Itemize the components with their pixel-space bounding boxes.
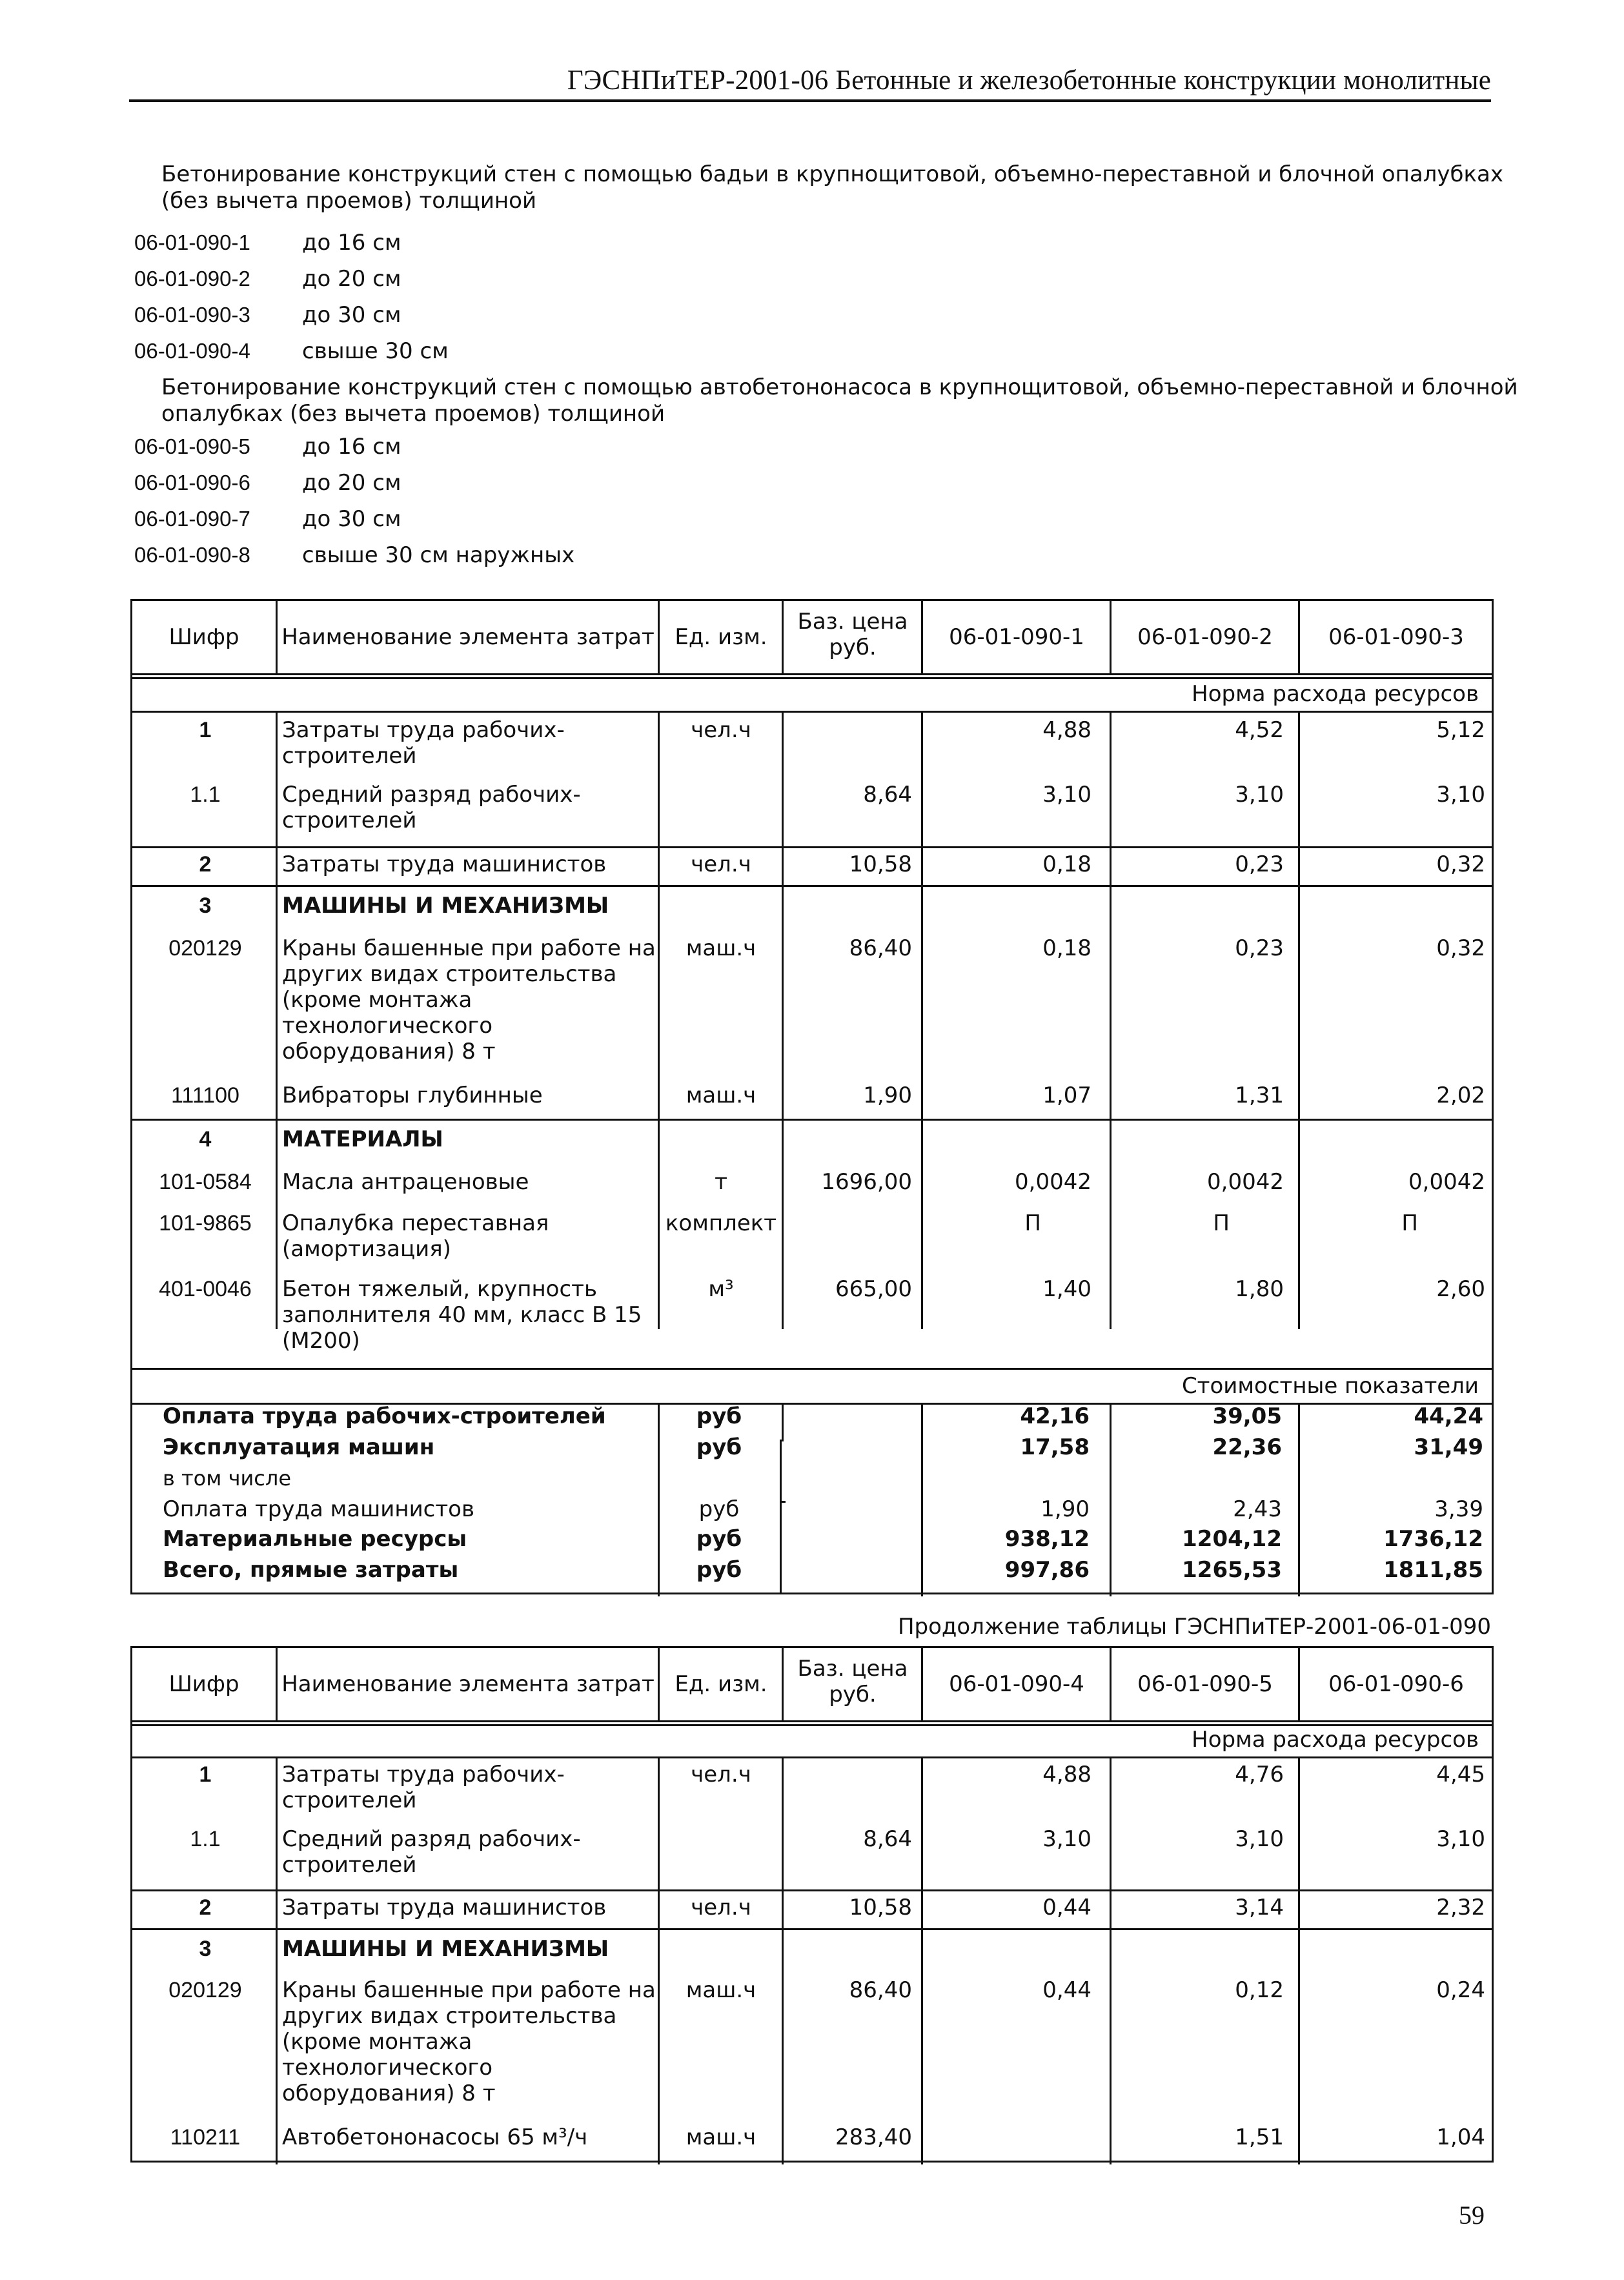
item-desc: до 30 см [302, 302, 401, 328]
item-code: 06-01-090-7 [134, 507, 250, 531]
row-norm-2: П [1213, 1210, 1230, 1236]
row-name-line: (кроме монтажа [282, 2029, 472, 2055]
row-norm-3: 0,32 [1436, 935, 1485, 961]
row-code: 101-0584 [159, 1170, 252, 1194]
row-name-line: Средний разряд рабочих- [282, 1826, 581, 1852]
row-code: 1.1 [190, 1827, 221, 1851]
cost-unit: руб [696, 1557, 742, 1583]
row-norm-1: 4,88 [1042, 1762, 1091, 1787]
row-code: 2 [199, 852, 212, 877]
col-header-norm-2: 06-01-090-2 [1137, 624, 1273, 650]
row-norm-2: 0,23 [1235, 935, 1284, 961]
row-code: 1.1 [190, 782, 221, 807]
row-name [282, 1762, 656, 1813]
row-norm-1: 3,10 [1042, 782, 1091, 808]
item-desc: до 16 см [302, 434, 401, 460]
row-code: 110211 [170, 2125, 241, 2150]
row-price: 10,58 [849, 1895, 912, 1920]
row-name-line: строителей [282, 1787, 417, 1813]
row-section-heading: МАТЕРИАЛЫ [282, 1126, 443, 1152]
row-norm-2: 1,51 [1235, 2124, 1284, 2150]
row-name-line: оборудования) 8 т [282, 2081, 496, 2106]
item-desc: до 30 см [302, 506, 401, 532]
col-header-price [784, 609, 921, 660]
section1-text-line: (без вычета проемов) толщиной [161, 188, 537, 214]
item-desc: свыше 30 см наружных [302, 542, 575, 568]
row-name [282, 1977, 656, 2106]
col-header-price-line: Баз. цена [797, 609, 908, 635]
row-unit: маш.ч [685, 1083, 756, 1108]
col-header-norm-3: 06-01-090-3 [1328, 624, 1464, 650]
cost-value-2: 1265,53 [1182, 1557, 1282, 1583]
row-section-heading: МАШИНЫ И МЕХАНИЗМЫ [282, 1936, 609, 1962]
cost-name: в том числе [163, 1466, 291, 1491]
col-header-norm-3: 06-01-090-6 [1328, 1671, 1464, 1697]
row-name [282, 1826, 656, 1878]
section1-text-line: Бетонирование конструкций стен с помощью бадьи в крупнощитовой, объемно-переставной и блочной опалубках [161, 161, 1503, 187]
section1-text [161, 161, 1503, 214]
item-row [134, 302, 401, 328]
item-row [134, 338, 449, 364]
row-name-line: Средний разряд рабочих- [282, 782, 581, 808]
col-header-price [784, 1656, 921, 1707]
row-norm-1: 0,44 [1042, 1895, 1091, 1920]
section2-text-line: опалубках (без вычета проемов) толщиной [161, 401, 665, 427]
row-norm-1: 3,10 [1042, 1826, 1091, 1852]
row-name-line: технологического [282, 1013, 493, 1039]
row-code: 2 [199, 1895, 212, 1920]
row-unit: маш.ч [685, 935, 756, 961]
row-price: 1696,00 [821, 1169, 912, 1195]
row-unit: чел.ч [691, 851, 751, 877]
cost-value-3: 1736,12 [1383, 1526, 1483, 1552]
row-name-line: (кроме монтажа [282, 987, 472, 1013]
row-norm-3: П [1401, 1210, 1418, 1236]
cost-unit: руб [698, 1496, 740, 1522]
row-name-line: Затраты труда рабочих- [282, 717, 565, 743]
col-header-code: Шифр [168, 1671, 239, 1697]
col-header-price-line: руб. [829, 1682, 877, 1707]
row-price: 10,58 [849, 851, 912, 877]
item-code: 06-01-090-6 [134, 471, 250, 494]
col-header-name: Наименование элемента затрат [281, 1671, 655, 1697]
row-norm-3: 2,02 [1436, 1083, 1485, 1108]
row-price: 283,40 [835, 2124, 912, 2150]
row-norm-2: 0,23 [1235, 851, 1284, 877]
item-row [134, 266, 401, 292]
row-price: 8,64 [863, 1826, 912, 1852]
row-code: 401-0046 [159, 1277, 252, 1301]
item-code: 06-01-090-5 [134, 434, 250, 458]
row-norm-2: 0,0042 [1207, 1169, 1284, 1195]
item-desc: до 20 см [302, 266, 401, 292]
cost-name: Материальные ресурсы [163, 1526, 467, 1552]
resource-table-2 [130, 1646, 1494, 2163]
row-norm-2: 0,12 [1235, 1977, 1284, 2003]
row-name-line: (М200) [282, 1328, 360, 1354]
row-name [282, 782, 656, 833]
item-code: 06-01-090-8 [134, 543, 250, 567]
cost-value-1: 938,12 [1004, 1526, 1090, 1552]
cost-section-1 [130, 1403, 1494, 1597]
row-name-line: Краны башенные при работе на [282, 935, 656, 961]
row-name [282, 1210, 656, 1262]
item-desc: свыше 30 см [302, 338, 449, 364]
cost-name: Эксплуатация машин [163, 1434, 435, 1460]
col-header-norm-2: 06-01-090-5 [1137, 1671, 1273, 1697]
col-header-norm-1: 06-01-090-1 [949, 624, 1084, 650]
cost-unit: руб [696, 1526, 742, 1552]
cost-value-1: 42,16 [1020, 1403, 1090, 1429]
cost-value-3: 3,39 [1434, 1496, 1483, 1522]
row-norm-1: 0,44 [1042, 1977, 1091, 2003]
row-norm-3: 0,0042 [1408, 1169, 1485, 1195]
row-code: 101-9865 [159, 1211, 252, 1236]
row-norm-3: 3,10 [1436, 782, 1485, 808]
row-norm-2: 4,52 [1235, 717, 1284, 743]
row-name-line: других видах строительства [282, 2003, 617, 2029]
cost-value-3: 44,24 [1414, 1403, 1483, 1429]
row-unit: м³ [708, 1276, 734, 1302]
row-unit: маш.ч [685, 1977, 756, 2003]
row-norm-3: 0,24 [1436, 1977, 1485, 2003]
row-norm-3: 2,60 [1436, 1276, 1485, 1302]
row-unit: чел.ч [691, 1895, 751, 1920]
row-norm-3: 5,12 [1436, 717, 1485, 743]
cost-value-2: 39,05 [1212, 1403, 1282, 1429]
row-name [282, 935, 656, 1064]
item-row [134, 470, 401, 496]
norm-label: Норма расхода ресурсов [1192, 1727, 1479, 1753]
row-name-line: (амортизация) [282, 1236, 451, 1262]
row-name-line: строителей [282, 743, 417, 769]
row-norm-2: 3,10 [1235, 782, 1284, 808]
row-name-line: технологического [282, 2055, 493, 2081]
col-header-price-line: Баз. цена [797, 1656, 908, 1682]
row-norm-1: 0,18 [1042, 851, 1091, 877]
row-name-line: Опалубка переставная [282, 1210, 549, 1236]
col-header-name: Наименование элемента затрат [281, 624, 655, 650]
row-code: 3 [199, 1937, 212, 1961]
item-code: 06-01-090-1 [134, 230, 250, 254]
row-norm-2: 4,76 [1235, 1762, 1284, 1787]
row-code: 020129 [168, 1978, 242, 2002]
row-code: 111100 [171, 1083, 239, 1108]
row-name-line: строителей [282, 808, 417, 833]
row-price: 86,40 [849, 1977, 912, 2003]
row-code: 3 [199, 893, 212, 918]
row-name-line: Бетон тяжелый, крупность [282, 1276, 598, 1302]
row-unit: чел.ч [691, 717, 751, 743]
row-norm-3: 4,45 [1436, 1762, 1485, 1787]
page-header-title: ГЭСНПиТЕР-2001-06 Бетонные и железобетонные конструкции монолитные [567, 65, 1491, 96]
row-code: 020129 [168, 936, 242, 961]
cost-value-1: 997,86 [1004, 1557, 1090, 1583]
row-code: 1 [199, 1762, 212, 1787]
col-header-code: Шифр [168, 624, 239, 650]
cost-value-3: 1811,85 [1383, 1557, 1483, 1583]
row-norm-1: 0,18 [1042, 935, 1091, 961]
cost-value-3: 31,49 [1414, 1434, 1483, 1460]
row-name-line: оборудования) 8 т [282, 1039, 496, 1064]
cost-unit: руб [696, 1434, 742, 1460]
row-norm-2: 1,31 [1235, 1083, 1284, 1108]
row-code: 4 [199, 1127, 212, 1152]
cost-unit: руб [696, 1403, 742, 1429]
cost-name: Всего, прямые затраты [163, 1557, 459, 1583]
page-number: 59 [1459, 2201, 1485, 2230]
row-price: 665,00 [835, 1276, 912, 1302]
item-desc: до 16 см [302, 230, 401, 256]
cost-value-2: 1204,12 [1182, 1526, 1282, 1552]
row-name-line: строителей [282, 1852, 417, 1878]
cost-value-1: 1,90 [1040, 1496, 1090, 1522]
row-price: 8,64 [863, 782, 912, 808]
row-norm-3: 1,04 [1436, 2124, 1485, 2150]
row-unit: маш.ч [685, 2124, 756, 2150]
row-name: Затраты труда машинистов [282, 851, 607, 877]
item-row [134, 506, 401, 532]
row-price: 86,40 [849, 935, 912, 961]
row-code: 1 [199, 718, 212, 742]
row-norm-1: П [1024, 1210, 1041, 1236]
cost-name: Оплата труда машинистов [163, 1496, 475, 1522]
row-name: Автобетононасосы 65 м³/ч [282, 2124, 588, 2150]
row-name: Масла антраценовые [282, 1169, 529, 1195]
norm-label: Норма расхода ресурсов [1192, 681, 1479, 707]
row-norm-1: 1,07 [1042, 1083, 1091, 1108]
row-norm-3: 2,32 [1436, 1895, 1485, 1920]
cost-value-1: 17,58 [1020, 1434, 1090, 1460]
item-code: 06-01-090-3 [134, 303, 250, 327]
cost-name: Оплата труда рабочих-строителей [163, 1403, 606, 1429]
item-row [134, 230, 401, 256]
row-unit: т [715, 1169, 727, 1195]
col-header-price-line: руб. [829, 635, 877, 660]
page-header [129, 63, 1491, 102]
row-norm-2: 1,80 [1235, 1276, 1284, 1302]
row-name [282, 717, 656, 769]
row-norm-3: 0,32 [1436, 851, 1485, 877]
cost-label: Стоимостные показатели [1181, 1373, 1479, 1399]
continuation-title: Продолжение таблицы ГЭСНПиТЕР-2001-06-01-090 [897, 1614, 1491, 1640]
item-code: 06-01-090-4 [134, 339, 250, 363]
row-unit: комплект [665, 1210, 777, 1236]
row-name-line: Краны башенные при работе на [282, 1977, 656, 2003]
row-norm-2: 3,14 [1235, 1895, 1284, 1920]
row-name-line: Затраты труда рабочих- [282, 1762, 565, 1787]
row-name-line: других видах строительства [282, 961, 617, 987]
col-header-unit: Ед. изм. [675, 1671, 767, 1697]
section2-text [161, 374, 1518, 427]
row-name: Вибраторы глубинные [282, 1083, 543, 1108]
row-unit: чел.ч [691, 1762, 751, 1787]
cost-value-2: 2,43 [1233, 1496, 1282, 1522]
row-name: Затраты труда машинистов [282, 1895, 607, 1920]
row-norm-1: 1,40 [1042, 1276, 1091, 1302]
item-code: 06-01-090-2 [134, 267, 250, 290]
cost-value-2: 22,36 [1212, 1434, 1282, 1460]
row-norm-2: 3,10 [1235, 1826, 1284, 1852]
item-row [134, 434, 401, 460]
row-norm-3: 3,10 [1436, 1826, 1485, 1852]
row-name-line: заполнителя 40 мм, класс В 15 [282, 1302, 642, 1328]
row-norm-1: 4,88 [1042, 717, 1091, 743]
col-header-norm-1: 06-01-090-4 [949, 1671, 1084, 1697]
row-name [282, 1276, 656, 1354]
row-section-heading: МАШИНЫ И МЕХАНИЗМЫ [282, 893, 609, 919]
col-header-unit: Ед. изм. [675, 624, 767, 650]
item-row [134, 542, 574, 568]
row-norm-1: 0,0042 [1015, 1169, 1091, 1195]
item-desc: до 20 см [302, 470, 401, 496]
section2-text-line: Бетонирование конструкций стен с помощью автобетононасоса в крупнощитовой, объемно-переставной и блочной [161, 374, 1518, 400]
row-price: 1,90 [863, 1083, 912, 1108]
